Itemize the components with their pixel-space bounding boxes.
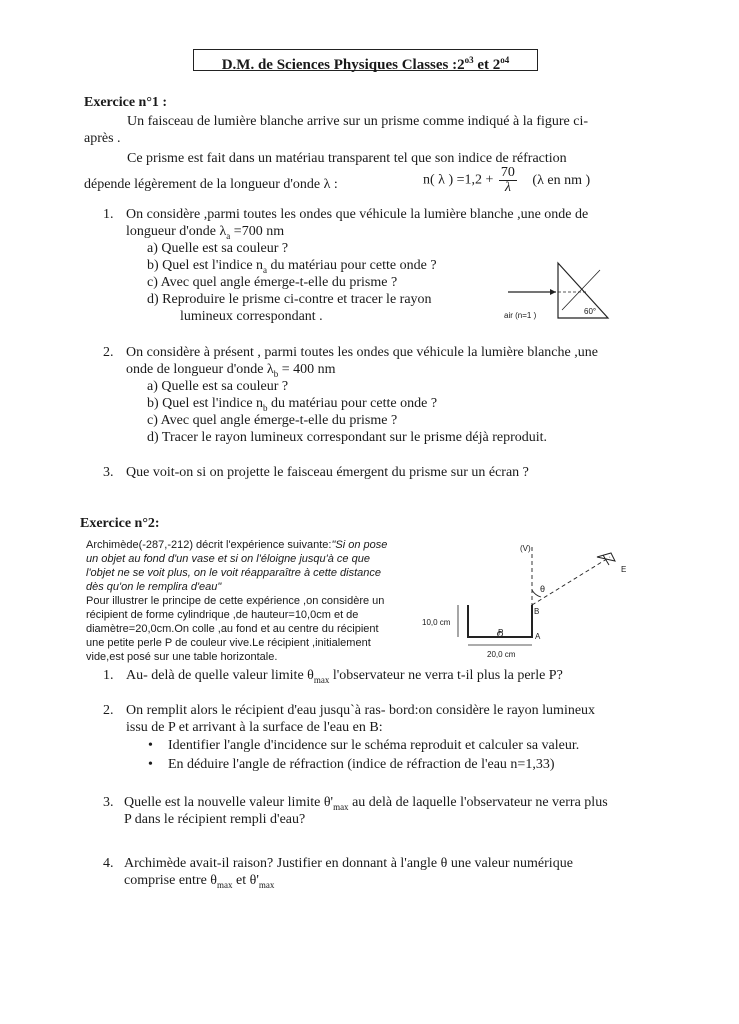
ex1-q2-d: d) Tracer le rayon lumineux correspondant sur le prisme déjà reproduit. bbox=[147, 430, 548, 445]
ex1-q1-d: lumineux correspondant . bbox=[180, 309, 323, 324]
ex1-q1-d: d) Reproduire le prisme ci-contre et tracer le rayon bbox=[147, 292, 432, 307]
question-number: 1. bbox=[103, 668, 114, 683]
page-title: D.M. de Sciences Physiques Classes $:2^{o3}$ et $2^{o4}$ bbox=[193, 49, 538, 71]
ex2-q2-text: issu de P et arrivant à la surface de l'eau en B: bbox=[126, 720, 383, 735]
point-a-label: A bbox=[535, 632, 541, 641]
ex1-intro-line: dépende légèrement de la longueur d'onde λ : bbox=[84, 177, 338, 192]
width-label: 20,0 cm bbox=[487, 650, 516, 659]
ex1-q1-a: a) Quelle est sa couleur ? bbox=[147, 241, 289, 256]
theta-label: θ bbox=[540, 584, 546, 594]
refraction-formula: n( λ ) =1,2 + $\frac{70}{\lambda}$ (λ en nm ) bbox=[423, 165, 591, 195]
ex1-q2-a: a) Quelle est sa couleur ? bbox=[147, 379, 289, 394]
ex2-paragraph-line: Archimède(-287,-212) décrit l'expérience suivante:"Si on pose bbox=[86, 539, 388, 551]
prism-air-label: air (n=1 ) bbox=[504, 311, 537, 320]
ex1-q2-text: On considère à présent , parmi toutes les ondes que véhicule la lumière blanche ,une bbox=[126, 345, 598, 360]
ex2-q4-text: Archimède avait-il raison? Justifier en donnant à l'angle θ une valeur numérique bbox=[124, 856, 573, 871]
ex2-q3-text: P dans le récipient rempli d'eau? bbox=[124, 812, 306, 827]
ex2-paragraph-line: une petite perle P de couleur vive.Le récipient ,initialement bbox=[86, 637, 371, 649]
formula-denominator: λ bbox=[504, 180, 511, 195]
question-number: 1. bbox=[103, 207, 114, 222]
observer-label: E bbox=[621, 565, 627, 574]
ray-arrow bbox=[550, 289, 556, 295]
exercise-1-heading: Exercice n°1 : bbox=[84, 95, 168, 110]
ex1-intro-line: après . bbox=[84, 131, 121, 146]
question-number: 3. bbox=[103, 465, 114, 480]
question-number: 4. bbox=[103, 856, 114, 871]
ex2-q2-text: On remplit alors le récipient d'eau jusqu`à ras- bord:on considère le rayon lumineux bbox=[126, 703, 596, 718]
prism-normal-line bbox=[562, 270, 600, 310]
ex2-paragraph-line: diamètre=20,0cm.On colle ,au fond et au centre du récipient bbox=[86, 623, 379, 635]
ex1-q2-b: b) Quel est l'indice $n_b$ du matériau pour cette onde ? bbox=[147, 396, 438, 413]
ex2-q4-text: comprise entre $\theta_{max}$ et $\theta'_{max}$ bbox=[124, 873, 275, 890]
ex1-q2-c: c) Avec quel angle émerge-t-elle du prisme ? bbox=[147, 413, 398, 428]
ex1-q1-c: c) Avec quel angle émerge-t-elle du prisme ? bbox=[147, 275, 398, 290]
question-number: 3. bbox=[103, 795, 114, 810]
ex2-paragraph-line: récipient de forme cylindrique ,de hauteur=10,0cm et de bbox=[86, 609, 359, 621]
prism-triangle bbox=[558, 263, 608, 318]
ex2-q3-text: Quelle est la nouvelle valeur limite $\theta'_{max}$ au delà de laquelle l'observateur ne verra plus bbox=[124, 795, 608, 812]
prism-angle-label: 60° bbox=[584, 307, 597, 316]
question-number: 2. bbox=[103, 345, 114, 360]
point-b-label: B bbox=[534, 607, 540, 616]
exercise-2-heading: Exercice n°2: bbox=[80, 516, 160, 531]
ex2-paragraph-line: un objet au fond d'un vase et si on l'éloigne jusqu'à ce que bbox=[86, 553, 370, 565]
ex2-paragraph-line: vide,est posé sur une table horizontale. bbox=[86, 651, 278, 663]
ex2-paragraph-line: dès qu'on le remplira d'eau" bbox=[86, 581, 222, 593]
ex1-q1-text: longueur d'onde $\lambda_a =700$ nm bbox=[126, 224, 285, 241]
height-label: 10,0 cm bbox=[422, 618, 451, 627]
sight-line bbox=[532, 557, 610, 605]
question-number: 2. bbox=[103, 703, 114, 718]
ex2-q2-bullet: • Identifier l'angle d'incidence sur le schéma reproduit et calculer sa valeur. bbox=[168, 738, 579, 754]
pearl-label: P bbox=[498, 628, 504, 637]
ex2-paragraph-line: l'objet ne se voit plus, on le voit réapparaître à cette distance bbox=[86, 567, 381, 579]
ex1-q2-text: onde de longueur d'onde $\lambda_b = 400$ nm bbox=[126, 362, 336, 379]
ex1-q1-text: On considère ,parmi toutes les ondes que véhicule la lumière blanche ,une onde de bbox=[126, 207, 589, 222]
ex1-q1-b: b) Quel est l'indice $n_a$ du matériau pour cette onde ? bbox=[147, 258, 437, 275]
vertical-label: (V) bbox=[520, 544, 531, 553]
ex1-intro-line: Un faisceau de lumière blanche arrive sur un prisme comme indiqué à la figure ci- bbox=[127, 114, 589, 129]
ex2-q1-text: Au- delà de quelle valeur limite $\theta_{max}$ l'observateur ne verra t-il plus la perle P? bbox=[126, 668, 563, 685]
ex2-paragraph-line: Pour illustrer le principe de cette expérience ,on considère un bbox=[86, 595, 385, 607]
ex2-q2-bullet: • En déduire l'angle de réfraction (indice de réfraction de l'eau n=1,33) bbox=[168, 757, 554, 773]
ex1-q3-text: Que voit-on si on projette le faisceau émergent du prisme sur un écran ? bbox=[126, 465, 529, 480]
formula-numerator: 70 bbox=[500, 165, 515, 180]
ex1-intro-line: Ce prisme est fait dans un matériau transparent tel que son indice de réfraction bbox=[127, 151, 567, 166]
